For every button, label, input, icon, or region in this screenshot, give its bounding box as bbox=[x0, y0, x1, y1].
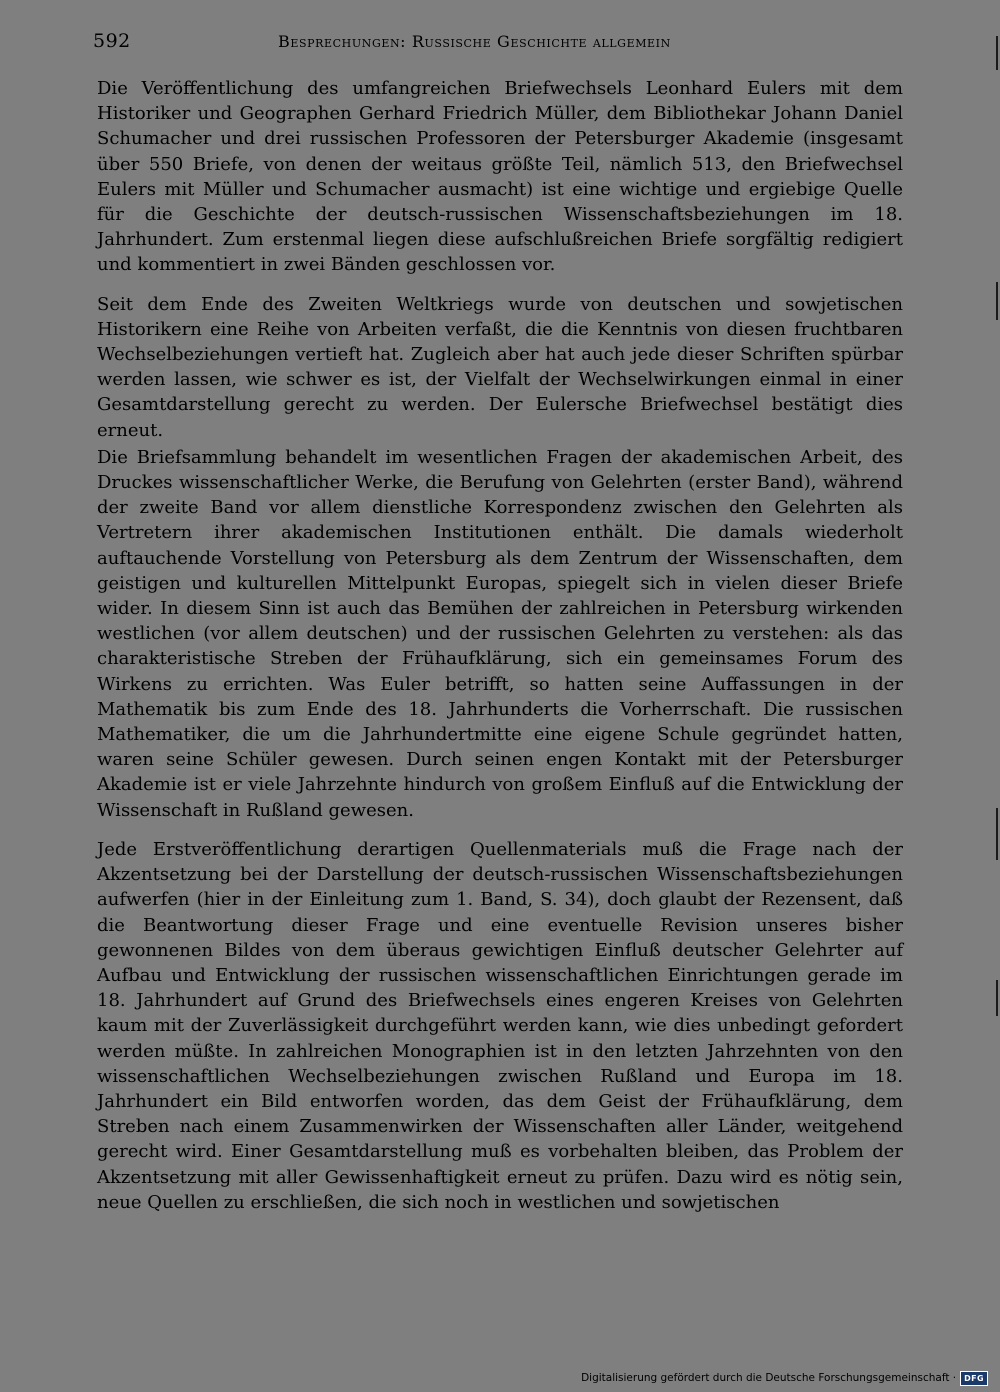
paragraph-1: Die Veröffentlichung des umfangreichen Briefwechsels Leonhard Eulers mit dem Historiker und Geographen Gerhard Friedrich Müller, dem Bibliothekar Johann Daniel Schumacher und drei russischen Professoren der Petersburger Akademie (insgesamt über 550 Briefe, von denen der weitaus größte Teil, nämlich 513, den Briefwechsel Eulers mit Müller und Schumacher ausmacht) ist eine wichtige und ergiebige Quelle für die Geschichte der deutsch-russischen Wissenschaftsbeziehungen im 18. Jahrhundert. Zum erstenmal liegen diese aufschlußreichen Briefe sorgfältig redigiert und kommentiert in zwei Bänden geschlossen vor. bbox=[97, 78, 903, 276]
dfg-logo-icon: DFG bbox=[960, 1371, 988, 1386]
page-number: 592 bbox=[93, 30, 131, 52]
article-body bbox=[97, 76, 903, 1215]
scan-edge-mark bbox=[996, 980, 998, 1016]
scan-edge-mark bbox=[996, 36, 998, 70]
funding-note: Digitalisierung gefördert durch die Deutsche Forschungsgemeinschaft · bbox=[581, 1372, 957, 1384]
paragraph-3: Die Briefsammlung behandelt im wesentlichen Fragen der akademischen Arbeit, des Druckes wissenschaftlicher Werke, die Berufung von Gelehrten (erster Band), während der zweite Band vor allem dienstliche Korrespondenz zwischen den Gelehrten als Vertretern ihrer akademischen Institutionen enthält. Die damals wiederholt auftauchende Vorstellung von Petersburg als dem Zentrum der Wissenschaften, dem geistigen und kulturellen Mittelpunkt Europas, spiegelt sich in vielen dieser Briefe wider. In diesem Sinn ist auch das Bemühen der zahlreichen in Petersburg wirkenden westlichen (vor allem deutschen) und der russischen Gelehrten zu verstehen: als das charakteristische Streben der Frühaufklärung, sich ein gemeinsames Forum des Wirkens zu errichten. Was Euler betrifft, so hatten seine Auffassungen in der Mathematik bis zum Ende des 18. Jahrhunderts die Vorherrschaft. Die russischen Mathematiker, die um die Jahrhundertmitte eine eigene Schule gegründet hatten, waren seine Schüler gewesen. Durch seinen engen Kontakt mit der Petersburger Akademie ist er viele Jahrzehnte hindurch von großem Einfluß auf die Entwicklung der Wissenschaft in Rußland gewesen. bbox=[97, 446, 903, 821]
running-head: Besprechungen: Russische Geschichte allgemein bbox=[278, 32, 671, 51]
digitization-footer bbox=[581, 1370, 988, 1386]
scan-edge-mark bbox=[996, 282, 998, 320]
paragraph-4: Jede Erstveröffentlichung derartigen Quellenmaterials muß die Frage nach der Akzentsetzung bei der Darstellung der deutsch-russischen Wissenschaftsbeziehungen aufwerfen (hier in der Einleitung zum 1. Band, S. 34), doch glaubt der Rezensent, daß die Beantwortung dieser Frage und eine eventuelle Revision unseres bisher gewonnenen Bildes von dem überaus gewichtigen Einfluß deutscher Gelehrter auf Aufbau und Entwicklung der russischen wissenschaftlichen Einrichtungen gerade im 18. Jahrhundert auf Grund des Briefwechsels eines engeren Kreises von Gelehrten kaum mit der Zuverlässigkeit durchgeführt werden kann, wie dies unbedingt gefordert werden müßte. In zahlreichen Monographien ist in den letzten Jahrzehnten von den wissenschaftlichen Wechselbeziehungen zwischen Rußland und Europa im 18. Jahrhundert ein Bild entworfen worden, das dem Geist der Frühaufklärung, dem Streben nach einem Zusammenwirken der Wissenschaften aller Länder, weitgehend gerecht wird. Einer Gesamtdarstellung muß es vorbehalten bleiben, das Problem der Akzentsetzung mit aller Gewissenhaftigkeit erneut zu prüfen. Dazu wird es nötig sein, neue Quellen zu erschließen, die sich noch in westlichen und sowjetischen bbox=[97, 838, 903, 1213]
page-header bbox=[93, 30, 905, 56]
scan-edge-mark bbox=[996, 808, 998, 860]
paragraph-2: Seit dem Ende des Zweiten Weltkriegs wurde von deutschen und sowjetischen Historikern eine Reihe von Arbeiten verfaßt, die die Kenntnis von diesen fruchtbaren Wechselbeziehungen vertieft hat. Zugleich aber hat auch jede dieser Schriften spürbar werden lassen, wie schwer es ist, der Vielfalt der Wechselwirkungen einmal in einer Gesamtdarstellung gerecht zu werden. Der Eulersche Briefwechsel bestätigt dies erneut. bbox=[97, 293, 903, 441]
